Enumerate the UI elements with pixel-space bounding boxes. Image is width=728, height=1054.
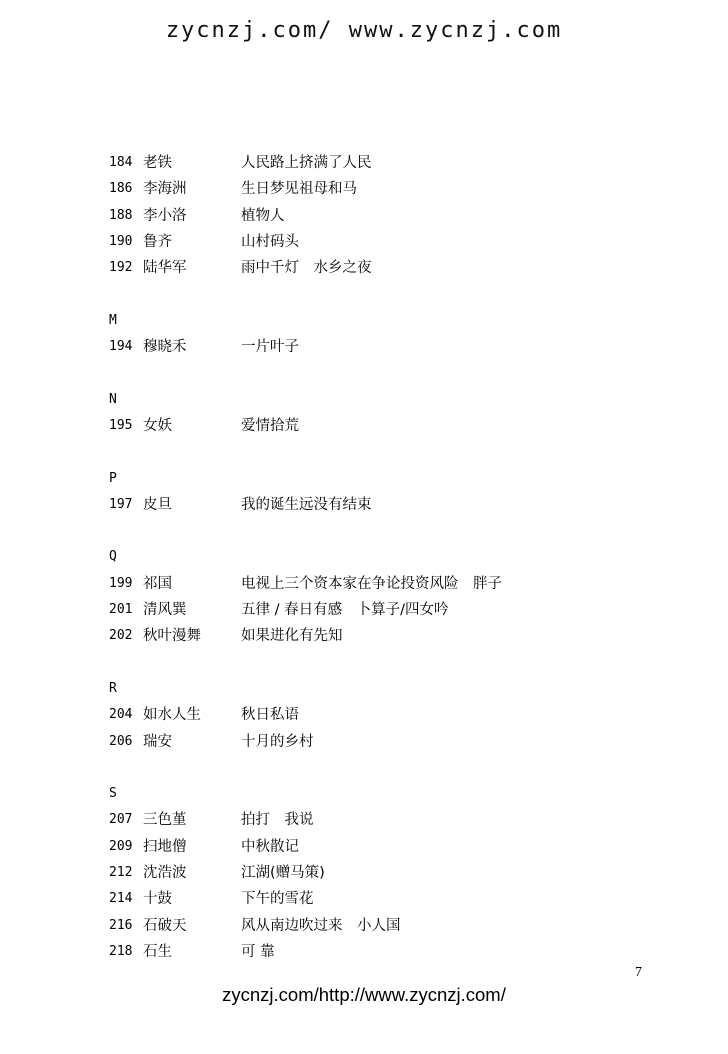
entry-author: 李海洲 [143, 181, 187, 198]
entry-page: 188 [109, 207, 133, 223]
entry-page: 214 [109, 891, 133, 907]
toc-section-p [109, 466, 669, 519]
table-of-contents [109, 150, 669, 965]
section-spacer [109, 360, 669, 386]
entry-author: 陆华军 [143, 260, 187, 277]
section-spacer [109, 439, 669, 465]
entry-author: 穆晓禾 [143, 339, 187, 356]
section-letter: S [109, 786, 117, 802]
entry-author: 清风巽 [143, 602, 187, 619]
entry-titles: 植物人 [241, 207, 285, 224]
entry-page: 184 [109, 155, 133, 170]
entry-author: 扫地僧 [143, 838, 187, 855]
toc-entry [109, 176, 669, 202]
entry-author: 沈浩波 [143, 865, 187, 882]
entry-page: 201 [109, 602, 133, 618]
entry-page: 186 [109, 181, 133, 197]
entry-page: 207 [109, 812, 133, 828]
toc-entry [109, 623, 669, 649]
entry-author: 皮旦 [143, 496, 172, 513]
section-letter: M [109, 312, 117, 328]
toc-entry [109, 571, 669, 597]
entry-titles: 生日梦见祖母和马 [241, 181, 357, 198]
entry-author: 如水人生 [143, 707, 201, 724]
entry-titles: 江湖(赠马策) [241, 865, 325, 882]
entry-page: 209 [109, 838, 133, 854]
entry-titles: 爱情拾荒 [241, 417, 299, 434]
toc-entry [109, 834, 669, 860]
entry-author: 秋叶漫舞 [143, 628, 201, 645]
toc-entry [109, 492, 669, 518]
section-letter: N [109, 391, 117, 407]
toc-section-m [109, 308, 669, 361]
entry-author: 老铁 [143, 155, 172, 171]
entry-page: 199 [109, 575, 133, 591]
entry-page: 216 [109, 917, 133, 933]
toc-entry [109, 939, 669, 965]
entry-titles: 十月的乡村 [241, 733, 314, 750]
toc-entry [109, 203, 669, 229]
toc-entry [109, 702, 669, 728]
toc-entry [109, 334, 669, 360]
entry-titles: 一片叶子 [241, 339, 299, 356]
entry-page: 194 [109, 339, 133, 355]
entry-page: 212 [109, 865, 133, 881]
entry-author: 祁国 [143, 575, 172, 592]
entry-titles: 我的诞生远没有结束 [241, 496, 372, 513]
section-spacer [109, 518, 669, 544]
entry-page: 190 [109, 233, 133, 249]
entry-titles: 山村码头 [241, 233, 299, 250]
entry-titles: 下午的雪花 [241, 891, 314, 908]
section-letter: R [109, 680, 117, 696]
toc-entry [109, 413, 669, 439]
entry-titles: 如果进化有先知 [241, 628, 343, 645]
section-letter: Q [109, 549, 117, 565]
entry-author: 十鼓 [143, 891, 172, 908]
entry-titles: 中秋散记 [241, 838, 299, 855]
entry-page: 202 [109, 628, 133, 644]
entry-titles: 可 靠 [241, 943, 275, 960]
entry-titles: 秋日私语 [241, 707, 299, 724]
toc-entry [109, 807, 669, 833]
toc-entry [109, 860, 669, 886]
toc-section-n [109, 387, 669, 440]
toc-entry [109, 729, 669, 755]
toc-section [109, 150, 669, 281]
entry-page: 195 [109, 417, 133, 433]
entry-titles: 拍打 我说 [241, 812, 314, 829]
entry-author: 李小洛 [143, 207, 187, 224]
toc-entry [109, 886, 669, 912]
entry-titles: 人民路上挤满了人民 [241, 155, 372, 171]
entry-author: 石破天 [143, 917, 187, 934]
toc-entry [109, 229, 669, 255]
entry-page: 218 [109, 943, 133, 959]
entry-titles: 电视上三个资本家在争论投资风险 胖子 [241, 575, 502, 592]
section-spacer [109, 755, 669, 781]
section-spacer [109, 281, 669, 307]
page-number: 7 [635, 965, 642, 980]
entry-page: 204 [109, 707, 133, 723]
toc-section-r [109, 676, 669, 755]
entry-page: 192 [109, 260, 133, 276]
entry-author: 三色堇 [143, 812, 187, 829]
page-footer: zycnzj.com/http://www.zycnzj.com/ [222, 984, 506, 1005]
entry-titles: 五律 / 春日有感 卜算子/四女吟 [241, 602, 449, 619]
section-letter: P [109, 470, 117, 486]
section-spacer [109, 650, 669, 676]
toc-entry [109, 150, 669, 176]
entry-author: 石生 [143, 943, 172, 960]
toc-entry [109, 597, 669, 623]
entry-page: 197 [109, 496, 133, 512]
entry-titles: 雨中千灯 水乡之夜 [241, 260, 372, 277]
entry-page: 206 [109, 733, 133, 749]
page-header: zycnzj.com/ www.zycnzj.com [165, 18, 563, 43]
entry-author: 女妖 [143, 417, 172, 434]
toc-section-q [109, 544, 669, 649]
entry-titles: 风从南边吹过来 小人国 [241, 917, 401, 934]
toc-section-s [109, 781, 669, 965]
entry-author: 鲁齐 [143, 233, 172, 250]
toc-entry [109, 913, 669, 939]
entry-author: 瑞安 [143, 733, 172, 750]
toc-entry [109, 255, 669, 281]
